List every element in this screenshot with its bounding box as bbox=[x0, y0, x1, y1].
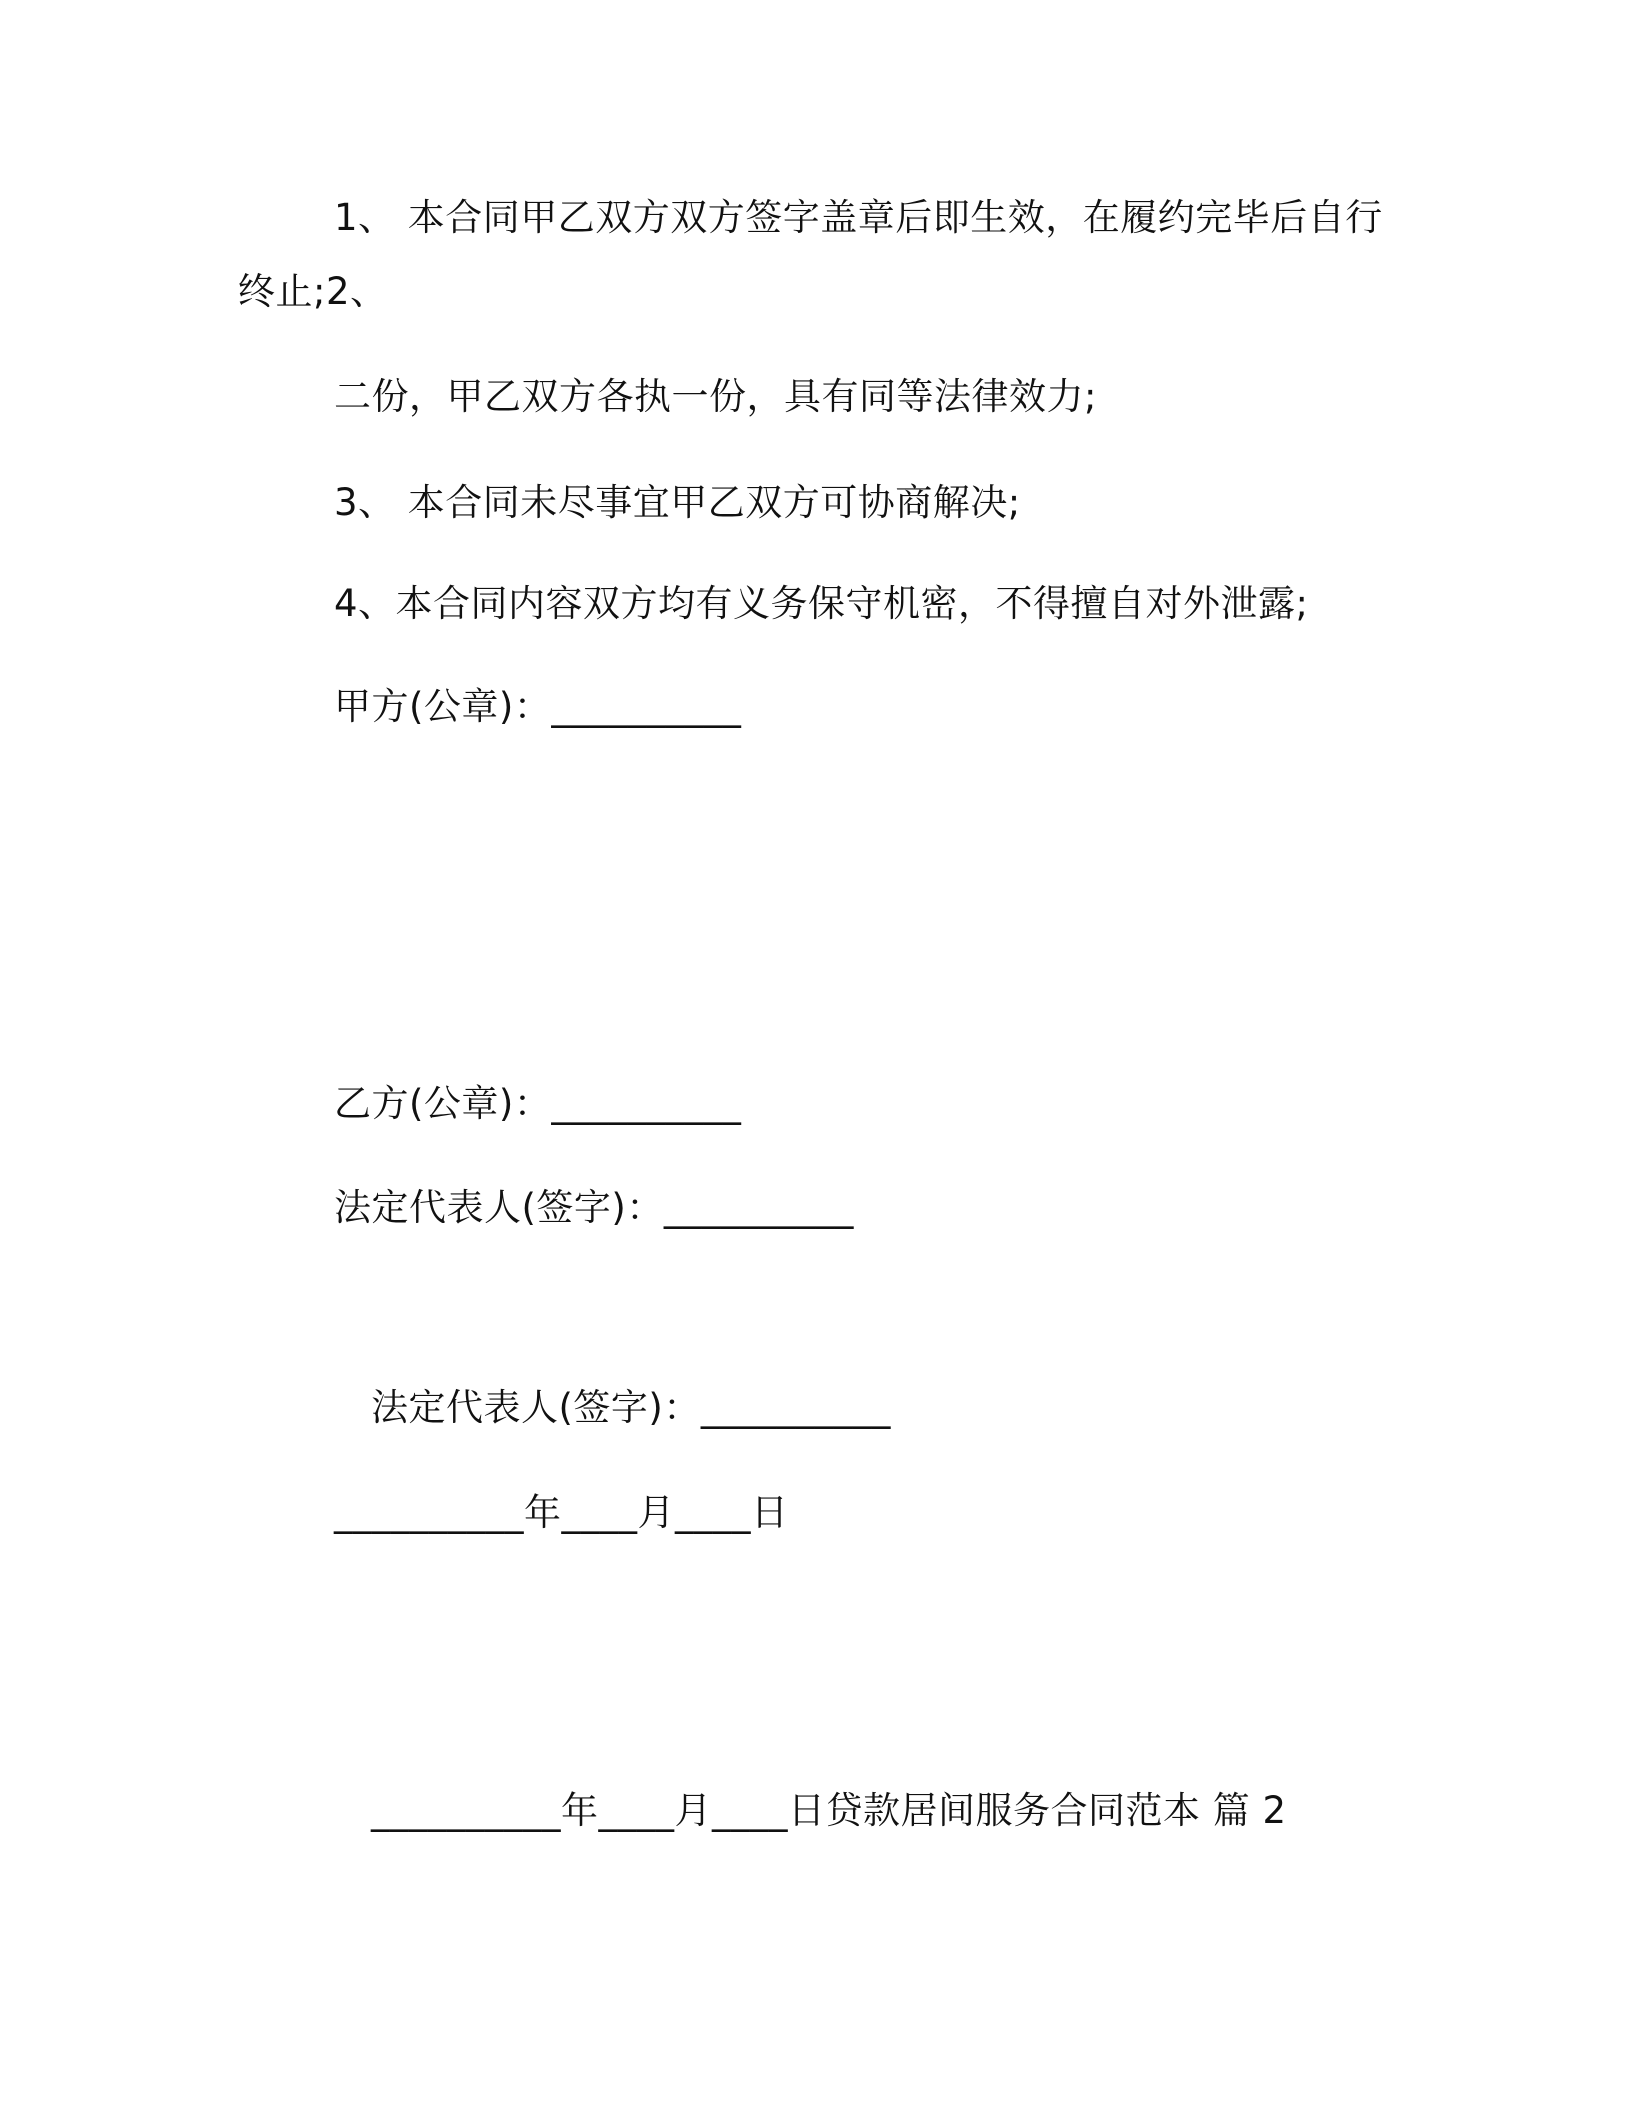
clause-1-line-2: 终止;2、 bbox=[238, 270, 388, 313]
next-section-title: __________年____月____日贷款居间服务合同范本 篇 2 bbox=[371, 1789, 1287, 1832]
clause-3: 3、 本合同未尽事宜甲乙双方可协商解决; bbox=[334, 481, 1021, 524]
date-line: __________年____月____日 bbox=[334, 1491, 789, 1534]
legal-representative-signature-2: 法定代表人(签字)：__________ bbox=[371, 1386, 891, 1429]
legal-representative-signature-1: 法定代表人(签字)：__________ bbox=[334, 1186, 854, 1229]
clause-4: 4、本合同内容双方均有义务保守机密，不得擅自对外泄露; bbox=[334, 582, 1309, 625]
party-b-seal-line: 乙方(公章)：__________ bbox=[334, 1082, 742, 1125]
clause-2-continuation: 二份，甲乙双方各执一份，具有同等法律效力; bbox=[334, 375, 1097, 418]
clause-1-line-1: 1、 本合同甲乙双方双方签字盖章后即生效，在履约完毕后自行 bbox=[334, 196, 1383, 239]
party-a-seal-line: 甲方(公章)：__________ bbox=[334, 685, 742, 728]
